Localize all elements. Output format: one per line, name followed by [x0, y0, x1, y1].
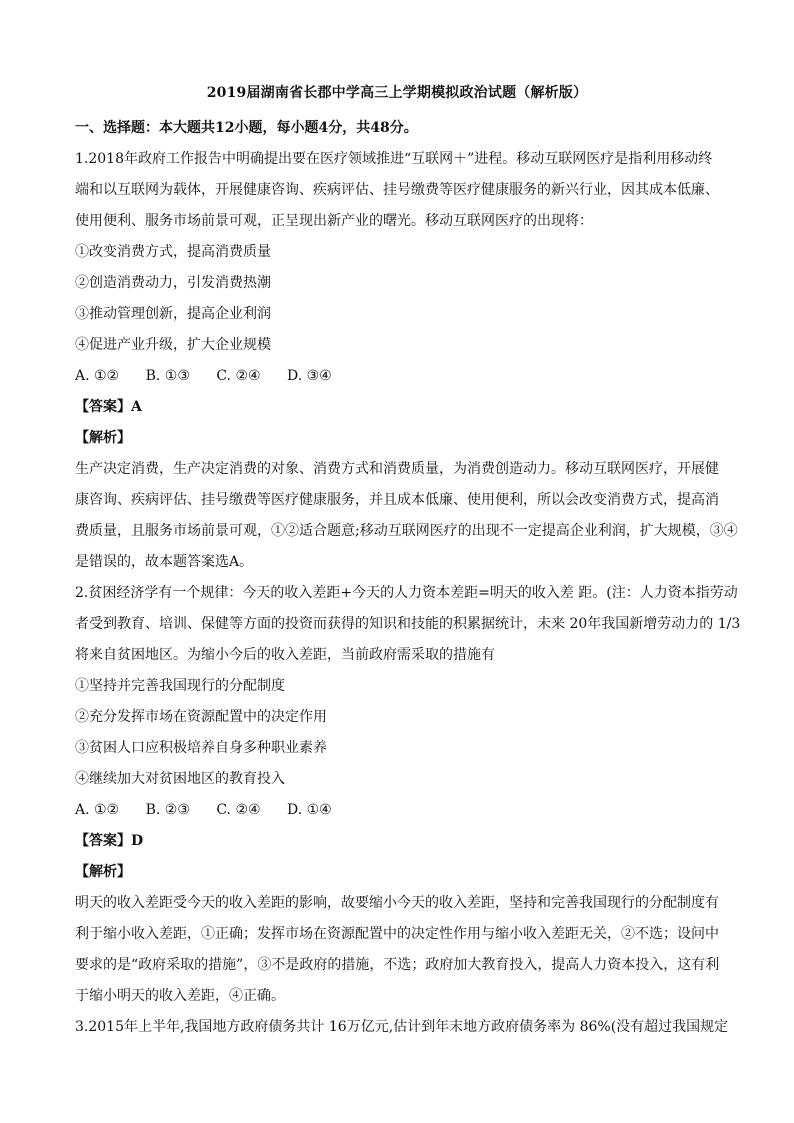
analysis-line: 是错误的，故本题答案选A。	[75, 554, 254, 570]
question-stem-line: 3.2015年上半年,我国地方政府债务共计 16万亿元,估计到年末地方政府债务率为 86%(没有超过我国规定	[75, 1019, 729, 1035]
analysis-line: 康咨询、疾病评估、挂号缴费等医疗健康服务，并且成本低廉、使用便利，所以会改变消费方式，提高消	[75, 492, 719, 508]
option-item: ①坚持并完善我国现行的分配制度	[75, 678, 285, 694]
analysis-line: 明天的收入差距受今天的收入差距的影响，故要缩小今天的收入差距，坚持和完善我国现行的分配制度有	[75, 895, 719, 911]
choice-d: D. ①④	[287, 802, 332, 818]
question-stem-line: 1.2018年政府工作报告中明确提出要在医疗领域推进“互联网＋”进程。移动互联网医疗是指利用移动终	[75, 151, 713, 167]
question-stem-line: 使用便利、服务市场前景可观，正呈现出新产业的曙光。移动互联网医疗的出现将：	[75, 213, 593, 229]
option-item: ④促进产业升级，扩大企业规模	[75, 337, 271, 353]
question-stem-line: 者受到教育、培训、保健等方面的投资而获得的知识和技能的积累据统计，未来 20年我国新增劳动力的 1/3	[75, 616, 741, 632]
choice-b: B. ①③	[145, 368, 190, 384]
analysis-line: 于缩小明天的收入差距，④正确。	[75, 988, 285, 1004]
analysis-line: 生产决定消费，生产决定消费的对象、消费方式和消费质量，为消费创造动力。移动互联网医疗，开展健	[75, 461, 719, 477]
analysis-label: 【解析】	[75, 430, 131, 446]
option-item: ②充分发挥市场在资源配置中的决定作用	[75, 709, 327, 725]
section-heading: 一、选择题：本大题共12小题，每小题4分，共48分。	[75, 120, 418, 136]
option-item: ②创造消费动力，引发消费热潮	[75, 275, 271, 291]
document-body	[75, 113, 741, 1043]
analysis-line: 费质量，且服务市场前景可观，①②适合题意;移动互联网医疗的出现不一定提高企业利润，扩大规模，③④	[75, 523, 738, 539]
question-stem-line: 2.贫困经济学有一个规律：今天的收入差距+今天的人力资本差距=明天的收入差 距。(注：人力资本指劳动	[75, 585, 738, 601]
question-stem-line: 端和以互联网为载体，开展健康咨询、疾病评估、挂号缴费等医疗健康服务的新兴行业，因其成本低廉、	[75, 182, 719, 198]
option-item: ③贫困人口应积极培养自身多种职业素养	[75, 740, 327, 756]
question-1	[75, 144, 738, 578]
answer-choices	[75, 795, 725, 826]
option-item: ③推动管理创新，提高企业利润	[75, 306, 271, 322]
answer-label: 【答案】A	[75, 399, 142, 415]
choice-a: A. ①②	[75, 802, 120, 818]
question-3	[75, 1012, 729, 1043]
question-2	[75, 578, 741, 1012]
choice-c: C. ②④	[216, 368, 261, 384]
option-item: ①改变消费方式，提高消费质量	[75, 244, 271, 260]
answer-label: 【答案】D	[75, 833, 144, 849]
analysis-line: 要求的是“政府采取的措施”，③不是政府的措施，不选；政府加大教育投入，提高人力资本投入，这有利	[75, 957, 720, 973]
choice-a: A. ①②	[75, 368, 120, 384]
choice-d: D. ③④	[287, 368, 332, 384]
choice-b: B. ②③	[145, 802, 190, 818]
analysis-label: 【解析】	[75, 864, 131, 880]
document-title: 2019届湖南省长郡中学高三上学期模拟政治试题（解析版）	[206, 85, 588, 101]
analysis-line: 利于缩小收入差距，①正确；发挥市场在资源配置中的决定性作用与缩小收入差距无关，②不选；设问中	[75, 926, 719, 942]
answer-choices	[75, 361, 725, 392]
question-stem-line: 将来自贫困地区。为缩小今后的收入差距，当前政府需采取的措施有	[75, 647, 495, 663]
option-item: ④继续加大对贫困地区的教育投入	[75, 771, 285, 787]
choice-c: C. ②④	[216, 802, 261, 818]
